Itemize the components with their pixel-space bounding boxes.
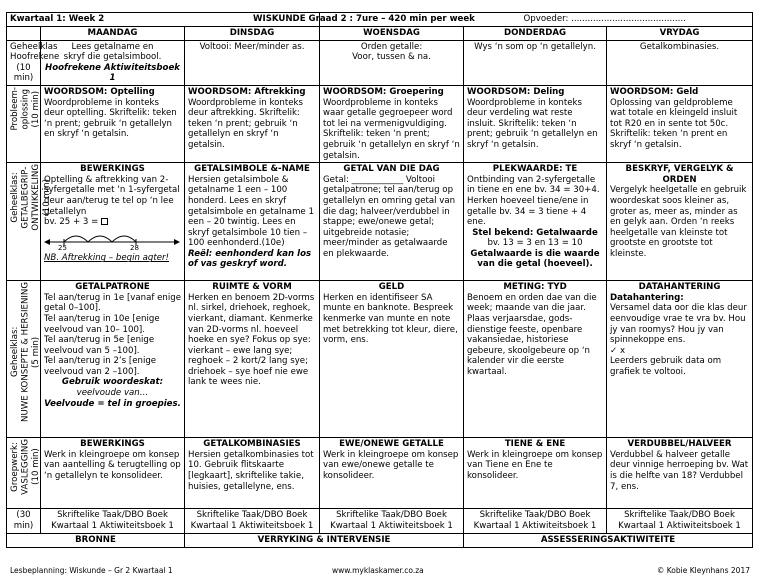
sources-label: BRONNE bbox=[7, 534, 185, 548]
cell-r3-thursday: PLEKWAARDE: TE Ontbinding van 2-syfergetalle in tiene en ene bv. 34 = 30+4. Herken hoeveel tiene/ene in getalle bv. 34 = 3 tiene + 4 ene. Stel bekend: Getalwaarde bv. 13 = 3 en 13 = 10 Getalwaarde is die waarde van die getal (hoeveel). bbox=[464, 163, 607, 281]
cell-r1-friday: Getalkombinasies. bbox=[607, 40, 753, 85]
row-label-written-task: (30 min) bbox=[7, 509, 41, 534]
cell-r4-friday: DATAHANTERING Datahantering: Versamel data oor die klas deur eenvoudige vrae te vra bv. Hou jy van roomys? Hou jy van spinnekoppe ens. ✓ x Leerders gebruik data om grafiek te voltooi. bbox=[607, 281, 753, 438]
cell-r2-tuesday: WOORDSOM: Aftrekking Woordprobleme in konteks deur aftrekking. Skriftelik: teken ‘n prent; gebruik ‘n getallelyn en skryf ‘n getalsin. bbox=[185, 85, 320, 162]
page-footer bbox=[10, 566, 750, 578]
cell-r6-wednesday: Skriftelike Taak/DBO Boek Kwartaal 1 Aktiwiteitsboek 1 bbox=[320, 509, 464, 534]
cell-r6-monday: Skriftelike Taak/DBO Boek Kwartaal 1 Aktiwiteitsboek 1 bbox=[41, 509, 185, 534]
corner-cell bbox=[7, 27, 41, 41]
row-label-consolidation: Groepwerk: VASLEGGING (10 min) bbox=[7, 438, 41, 509]
lesson-plan-table bbox=[6, 12, 753, 548]
cell-r6-tuesday: Skriftelike Taak/DBO Boek Kwartaal 1 Aktiwiteitsboek 1 bbox=[185, 509, 320, 534]
cell-r4-wednesday: GELD Herken en identifiseer SA munte en banknote. Bespreek kenmerke van munte en note met betrekking tot kleur, diere, vorm, ens. bbox=[320, 281, 464, 438]
answer-box bbox=[101, 218, 108, 225]
footer-left: Lesbeplanning: Wiskunde – Gr 2 Kwartaal 1 bbox=[10, 566, 173, 575]
cell-r2-wednesday: WOORDSOM: Groepering Woordprobleme in konteks waar getalle gegroepeer word tot lei na vermenigvuldiging. Skriftelik: teken ‘n prent; gebruik ‘n getallelyn en skryf ‘n getalsin. bbox=[320, 85, 464, 162]
day-monday: MAANDAG bbox=[41, 27, 185, 41]
number-line-end: 28 bbox=[130, 243, 139, 252]
cell-r3-wednesday: GETAL VAN DIE DAG Getal: ____________ Voltooi getalpatrone; tel aan/terug op getallelyn en omring getal van die dag; halveer/verdubbel in stappe; ewe/onewe getal; uitgebreide notasie; meer/minder as getalwaarde en plekwaarde. bbox=[320, 163, 464, 281]
educator-field: Opvoeder: .......................................... bbox=[464, 13, 753, 27]
assessment-label: ASSESSERINGSAKTIWITEITE bbox=[464, 534, 753, 548]
row-label-problem-solving: Probleem- oplossing (10 min) bbox=[7, 85, 41, 162]
cell-r3-monday: BEWERKINGS Optelling & aftrekking van 2-syfergetalle met ‘n 1-syfergetal deur aan/terug te tel op ‘n lee getallelyn bv. 25 + 3 = 25 28 NB. Aftrekking – begin agter! bbox=[41, 163, 185, 281]
row-number-concept bbox=[7, 163, 753, 281]
row-label-new-concepts: Geheelklas: NUWE KONSEPTE & HERSIENING (5 min) bbox=[7, 281, 41, 438]
cell-r6-friday: Skriftelike Taak/DBO Boek Kwartaal 1 Aktiwiteitsboek 1 bbox=[607, 509, 753, 534]
day-friday: VRYDAG bbox=[607, 27, 753, 41]
cell-r3-friday: BESKRYF, VERGELYK & ORDEN Vergelyk heelgetalle en gebruik woordeskat soos kleiner as, groter as, meer as, minder as en gelyk aan. Orden ‘n reeks heelgetalle van kleinste tot grootste en grootste tot kleinste. bbox=[607, 163, 753, 281]
cell-r5-friday: VERDUBBEL/HALVEER Verdubbel & halveer getalle deur vinnige herroeping bv. Wat is die helfte van 18? Verdubbel 7, ens. bbox=[607, 438, 753, 509]
row-consolidation bbox=[7, 438, 753, 509]
number-line-diagram bbox=[44, 228, 180, 250]
cell-r2-friday: WOORDSOM: Geld Oplossing van geldprobleme wat totale en kleingeld insluit tot R20 en in sente tot 50c. Skriftelik: teken ‘n prent en skryf ‘n getalsin. bbox=[607, 85, 753, 162]
row-label-number-concept: Geheelklas: GETALBEGRIP- ONTWIKKELING (10 min) bbox=[7, 163, 41, 281]
cell-r5-thursday: TIENE & ENE Werk in kleingroepe om konsep van Tiene en Ene te konsolideer. bbox=[464, 438, 607, 509]
footer-copyright: © Kobie Kleynhans 2017 bbox=[656, 566, 750, 575]
enrichment-label: VERRYKING & INTERVENSIE bbox=[185, 534, 464, 548]
cell-r1-wednesday: Orden getalle: Voor, tussen & na. bbox=[320, 40, 464, 85]
cell-r4-monday: GETALPATRONE Tel aan/terug in 1e [vanaf enige getal 0–100]. Tel aan/terug in 10e [enige veelvoud van 10– 100]. Tel aan/terug in 5e [enige veelvoud van 5 –100]. Tel aan/terug in 2’s [enige veelvoud van 2 –100]. Gebruik woordeskat: veelvoude van… Veelvoude = tel in groepies. bbox=[41, 281, 185, 438]
cell-r1-tuesday: Voltooi: Meer/minder as. bbox=[185, 40, 320, 85]
cell-r3-tuesday: GETALSIMBOLE &-NAME Hersien getalsimbole & getalname 1 een – 100 honderd. Lees en skryf getalsimbole en getalname 1 een – 20 twintig. Lees en skryf getalsimbole 10 tien – 100 eenhonderd.(10e) Reël: eenhonderd kan los of vas geskryf word. bbox=[185, 163, 320, 281]
row-problem-solving bbox=[7, 85, 753, 162]
cell-r5-wednesday: EWE/ONEWE GETALLE Werk in kleingroepe om konsep van ewe/onewe getalle te konsolideer. bbox=[320, 438, 464, 509]
row-bottom-labels bbox=[7, 534, 753, 548]
term-week-title: Kwartaal 1: Week 2 bbox=[7, 13, 320, 27]
header-row bbox=[7, 13, 753, 27]
cell-r1-monday: Lees getalname en skryf die getalsimbool. Hoofrekene Aktiwiteitsboek 1 bbox=[41, 40, 185, 85]
day-wednesday: WOENSDAG bbox=[320, 27, 464, 41]
day-thursday: DONDERDAG bbox=[464, 27, 607, 41]
cell-r4-tuesday: RUIMTE & VORM Herken en benoem 2D-vorms nl. sirkel, driehoek, reghoek, vierkant, diamant. Kenmerke van 2D-vorms nl. hoeveel hoeke en sye? Fokus op sye: vierkant – ewe lang sye; reghoek – 2 kort/2 lang sye; driehoek – sye hoef nie ewe lank te wees nie. bbox=[185, 281, 320, 438]
row-mental-maths bbox=[7, 40, 753, 85]
cell-r5-monday: BEWERKINGS Werk in kleingroepe om konsep van aantelling & terugtelling op ‘n getallelyn te konsolideer. bbox=[41, 438, 185, 509]
cell-r5-tuesday: GETALKOMBINASIES Hersien getalkombinasies tot 10. Gebruik flitskaarte [legkaart], skriftelike takie, huisies, getallelyne, ens. bbox=[185, 438, 320, 509]
tick-cross-marks: ✓ x bbox=[610, 345, 626, 356]
cell-r6-thursday: Skriftelike Taak/DBO Boek Kwartaal 1 Aktiwiteitsboek 1 bbox=[464, 509, 607, 534]
number-line-start: 25 bbox=[58, 243, 67, 252]
cell-r1-thursday: Wys ‘n som op ‘n getallelyn. bbox=[464, 40, 607, 85]
row-new-concepts bbox=[7, 281, 753, 438]
days-row bbox=[7, 27, 753, 41]
day-tuesday: DINSDAG bbox=[185, 27, 320, 41]
row-label-mental-maths: Geheelklas Hoofrekene (10 min) bbox=[7, 40, 41, 85]
cell-r4-thursday: METING: TYD Benoem en orden dae van die week; maande van die jaar. Plaas verjaarsdae, gods-dienstige feeste, openbare vakansiedae, historiese gebeure, skoolgebeure op ‘n kalender vir die eerste kwartaal. bbox=[464, 281, 607, 438]
row-written-task bbox=[7, 509, 753, 534]
cell-r2-monday: WOORDSOM: Optelling Woordprobleme in konteks deur optelling. Skriftelik: teken ‘n prent; gebruik ‘n getallelyn en skryf ‘n getalsin. bbox=[41, 85, 185, 162]
footer-website-link[interactable]: www.myklaskamer.co.za bbox=[332, 566, 424, 575]
cell-r2-thursday: WOORDSOM: Deling Woordprobleme in konteks deur verdeling wat reste insluit. Skriftelik: teken ‘n prent; gebruik ‘n getallelyn en skryf ‘n getalsin. bbox=[464, 85, 607, 162]
subject-title: WISKUNDE Graad 2 : 7ure – 420 min per week bbox=[320, 13, 464, 27]
